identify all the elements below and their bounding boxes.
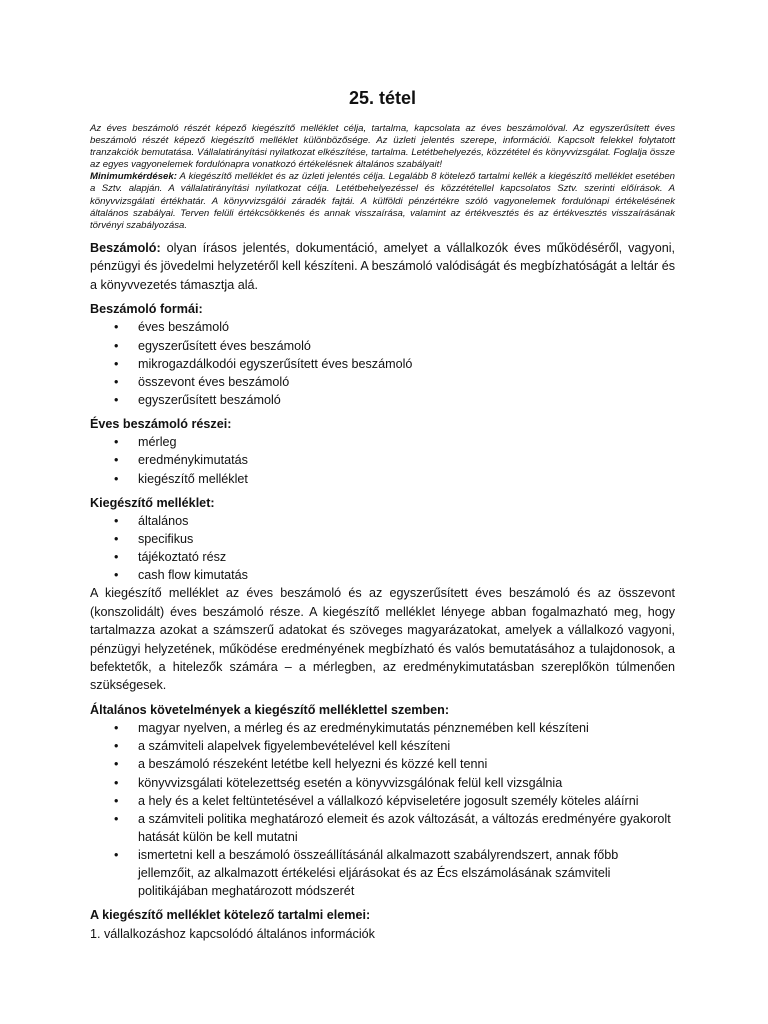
list-item-text: mérleg <box>138 435 177 450</box>
bullet-icon: • <box>114 757 119 772</box>
list-item <box>114 846 675 900</box>
list-item <box>114 810 675 846</box>
list-item <box>114 373 675 391</box>
minimum-questions-label: Minimumkérdések: <box>90 171 177 183</box>
supplement-heading: Kiegészítő melléklet: <box>90 495 215 510</box>
list-item <box>114 391 675 409</box>
list-item-text: tájékoztató rész <box>138 550 227 565</box>
forms-list <box>90 318 675 408</box>
list-item-text: magyar nyelven, a mérleg és az eredménykimutatás pénznemében kell készíteni <box>138 721 589 736</box>
bullet-icon: • <box>114 374 119 389</box>
list-item <box>114 337 675 355</box>
list-item-text: összevont éves beszámoló <box>138 374 290 389</box>
supplement-paragraph: A kiegészítő melléklet az éves beszámoló és az egyszerűsített éves beszámoló és az összevont (konszolidált) éves beszámoló része. A kiegészítő melléklet lényege abban fogalmazható meg, hogy tartalmazza azokat a számszerű adatokat és szöveges magyarázatokat, amelyek a vállalkozó vagyoni, pénzügyi helyzetének, működése eredményének megbízható és valós bemutatásához a tulajdonosok, a befektetők, a hitelezők számára – a mérlegben, az eredménykimutatásban szereplőkön túlmenően szükségesek. <box>90 586 675 693</box>
definition-label: Beszámoló: <box>90 240 161 255</box>
bullet-icon: • <box>114 320 119 335</box>
bullet-icon: • <box>114 392 119 407</box>
document-page <box>90 88 675 943</box>
parts-heading: Éves beszámoló részei: <box>90 416 232 431</box>
list-item-text: a számviteli politika meghatározó elemeit és azok változását, a változás eredményére gyakorolt hatását külön be kell mutatni <box>138 811 671 844</box>
list-item <box>114 737 675 755</box>
list-item <box>114 451 675 469</box>
list-item-text: általános <box>138 514 189 529</box>
list-item-text: a hely és a kelet feltüntetésével a vállalkozó képviseletére jogosult személy köteles aláírni <box>138 793 639 808</box>
list-item <box>114 355 675 373</box>
supplement-list <box>90 512 675 584</box>
bullet-icon: • <box>114 847 119 862</box>
bullet-icon: • <box>114 453 119 468</box>
list-item-text: könyvvizsgálati kötelezettség esetén a könyvvizsgálónak felül kell vizsgálnia <box>138 775 563 790</box>
list-item <box>114 774 675 792</box>
bullet-icon: • <box>114 435 119 450</box>
list-item-text: mikrogazdálkodói egyszerűsített éves beszámoló <box>138 356 413 371</box>
bullet-icon: • <box>114 721 119 736</box>
definition-paragraph <box>90 239 675 294</box>
requirements-heading: Általános követelmények a kiegészítő melléklettel szemben: <box>90 702 450 717</box>
list-item-text: specifikus <box>138 532 194 547</box>
bullet-icon: • <box>114 471 119 486</box>
mandatory-item-1: 1. vállalkozáshoz kapcsolódó általános információk <box>90 926 375 941</box>
list-item <box>114 719 675 737</box>
list-item <box>114 512 675 530</box>
list-item-text: éves beszámoló <box>138 320 230 335</box>
list-item-text: a beszámoló részeként letétbe kell helyezni és közzé kell tenni <box>138 757 488 772</box>
bullet-icon: • <box>114 793 119 808</box>
bullet-icon: • <box>114 811 119 826</box>
list-item-text: eredménykimutatás <box>138 453 248 468</box>
bullet-icon: • <box>114 338 119 353</box>
mandatory-heading: A kiegészítő melléklet kötelező tartalmi elemei: <box>90 908 371 923</box>
list-item-text: a számviteli alapelvek figyelembevételével kell készíteni <box>138 739 451 754</box>
intro-block <box>90 123 675 232</box>
list-item-text: cash flow kimutatás <box>138 568 248 583</box>
bullet-icon: • <box>114 775 119 790</box>
bullet-icon: • <box>114 568 119 583</box>
requirements-list <box>90 719 675 900</box>
bullet-icon: • <box>114 532 119 547</box>
list-item <box>114 792 675 810</box>
bullet-icon: • <box>114 356 119 371</box>
forms-heading: Beszámoló formái: <box>90 302 203 317</box>
list-item-text: ismertetni kell a beszámoló összeállításánál alkalmazott szabályrendszert, annak főbb jellemzőit, az alkalmazott értékelési eljárásokat és az Écs elszámolásának számviteli politikájában meghatározott módszerét <box>138 847 619 899</box>
list-item <box>114 470 675 488</box>
list-item <box>114 433 675 451</box>
list-item-text: egyszerűsített beszámoló <box>138 392 281 407</box>
list-item <box>114 566 675 584</box>
list-item <box>114 318 675 336</box>
bullet-icon: • <box>114 514 119 529</box>
intro-text: Az éves beszámoló részét képező kiegészítő melléklet célja, tartalma, kapcsolata az éves beszámolóval. Az egyszerűsített éves beszámoló részét képező kiegészítő melléklet különbözősége. Az üzleti jelentés szerepe, információi. Kapcsolt felekkel folytatott tranzakciók bemutatása. Vállalatirányítási nyilatkozat elkészítése, tartalma. Letétbehelyezés, közzététel és könyvvizsgálat. Foglalja össze az egyes vagyonelemek fordulónapra vonatkozó értékelésnek általános szabályait! <box>90 123 675 171</box>
list-item-text: egyszerűsített éves beszámoló <box>138 338 311 353</box>
list-item-text: kiegészítő melléklet <box>138 471 248 486</box>
bullet-icon: • <box>114 550 119 565</box>
list-item <box>114 548 675 566</box>
minimum-questions-text: A kiegészítő melléklet és az üzleti jelentés célja. Legalább 8 kötelező tartalmi kellék a kiegészítő melléklet esetében a Sztv. alapján. A vállalatirányítási nyilatkozat célja. Letétbehelyezéssel és közzététellel kapcsolatos Sztv. szerinti előírások. A könyvvizsgálati értékhatár. A könyvvizsgálói záradék fajtái. A külföldi pénzértékre szóló vagyonelemek fordulónapi értékelésének általános szabályai. Terven felüli értékcsökkenés és annak visszaírása, valamint az értékvesztés és az értékvesztés visszaírásának törvényi szabályozása. <box>90 171 675 231</box>
list-item <box>114 530 675 548</box>
definition-text: olyan írásos jelentés, dokumentáció, amelyet a vállalkozók éves működéséről, vagyoni, pénzügyi és jövedelmi helyzetéről kell készíteni. A beszámoló valódiságát és megbízhatóságát a leltár és a könyvvezetés támasztja alá. <box>90 240 675 292</box>
list-item <box>114 755 675 773</box>
page-title: 25. tétel <box>348 88 417 108</box>
bullet-icon: • <box>114 739 119 754</box>
parts-list <box>90 433 675 487</box>
